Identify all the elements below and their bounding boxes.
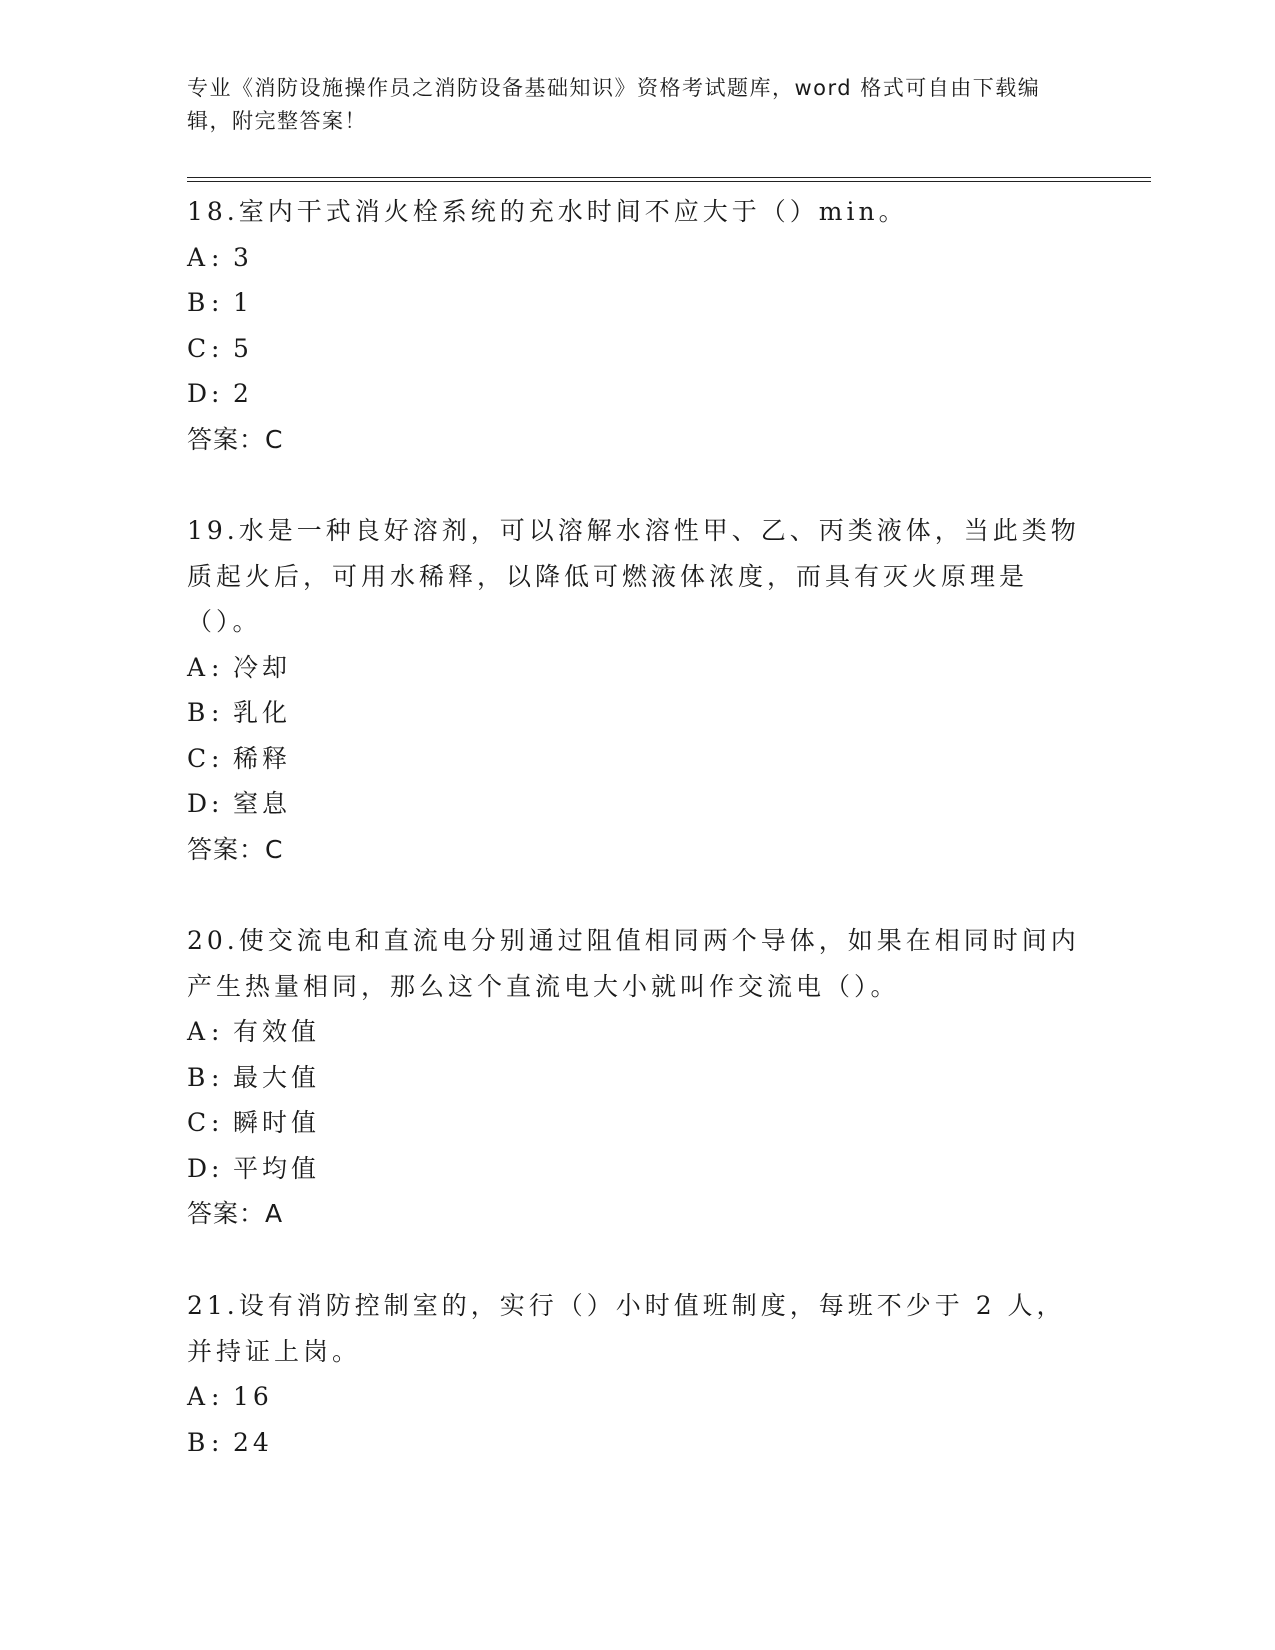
option-letter: B (187, 288, 206, 317)
question-19 (187, 508, 1087, 872)
header-divider-bottom (187, 181, 1151, 182)
option-c (187, 1100, 1087, 1146)
option-separator: : (211, 333, 220, 363)
option-separator: : (211, 1108, 220, 1137)
option-letter: A (187, 242, 206, 272)
option-value: 最大值 (233, 1062, 321, 1092)
option-separator: : (211, 698, 220, 727)
option-value: 稀释 (233, 743, 292, 773)
option-letter: C (187, 743, 207, 773)
option-separator: : (211, 242, 220, 272)
header-divider-top (187, 177, 1151, 178)
option-separator: : (211, 743, 220, 773)
option-letter: D (187, 379, 208, 408)
option-separator: : (211, 1382, 220, 1411)
option-letter: D (187, 1153, 208, 1183)
option-a (187, 645, 1087, 691)
question-21 (187, 1283, 1087, 1465)
answer-line: 答案：A (187, 1199, 284, 1228)
option-separator: : (211, 652, 220, 682)
answer-line: 答案：C (187, 424, 284, 454)
option-a (187, 235, 1087, 281)
option-separator: : (211, 288, 220, 317)
question-20 (187, 918, 1087, 1237)
option-letter: A (187, 1382, 206, 1411)
option-value: 乳化 (233, 698, 292, 727)
option-d (187, 1146, 1087, 1192)
option-c (187, 326, 1087, 372)
option-letter: D (187, 789, 208, 818)
option-value: 3 (233, 242, 253, 272)
option-b (187, 690, 1087, 736)
answer-line: 答案：C (187, 834, 284, 864)
option-value: 24 (233, 1427, 273, 1457)
question-stem: 20.使交流电和直流电分别通过阻值相同两个导体，如果在相同时间内产生热量相同，那么这个直流电大小就叫作交流电（）。 (187, 926, 1080, 1001)
option-value: 瞬时值 (233, 1108, 321, 1137)
option-b (187, 280, 1087, 326)
option-c (187, 736, 1087, 782)
option-b (187, 1055, 1087, 1101)
option-letter: B (187, 1062, 206, 1092)
option-separator: : (211, 1153, 220, 1183)
option-separator: : (211, 1062, 220, 1092)
option-separator: : (211, 789, 220, 818)
option-letter: B (187, 698, 206, 727)
option-letter: C (187, 333, 207, 363)
option-letter: A (187, 652, 206, 682)
option-value: 2 (233, 379, 253, 408)
option-d (187, 371, 1087, 417)
question-stem: 18.室内干式消火栓系统的充水时间不应大于（）min。 (187, 197, 908, 226)
option-value: 5 (233, 333, 253, 363)
option-letter: B (187, 1427, 206, 1457)
option-a (187, 1009, 1087, 1055)
option-b (187, 1420, 1087, 1466)
option-value: 1 (233, 288, 253, 317)
question-stem: 21.设有消防控制室的，实行（）小时值班制度，每班不少于 2 人，并持证上岗。 (187, 1291, 1066, 1366)
option-value: 窒息 (233, 789, 292, 818)
option-a (187, 1374, 1087, 1420)
question-18 (187, 189, 1087, 462)
option-letter: C (187, 1108, 207, 1137)
option-value: 16 (233, 1382, 273, 1411)
option-separator: : (211, 1427, 220, 1457)
option-d (187, 781, 1087, 827)
option-separator: : (211, 1017, 220, 1046)
option-value: 冷却 (233, 652, 292, 682)
option-letter: A (187, 1017, 206, 1046)
option-value: 有效值 (233, 1017, 321, 1046)
option-value: 平均值 (233, 1153, 321, 1183)
option-separator: : (211, 379, 220, 408)
document-header: 专业《消防设施操作员之消防设备基础知识》资格考试题库，word 格式可自由下载编辑，附完整答案！ (187, 76, 1041, 133)
question-stem: 19.水是一种良好溶剂，可以溶解水溶性甲、乙、丙类液体，当此类物质起火后，可用水稀释，以降低可燃液体浓度，而具有灭火原理是（）。 (187, 516, 1080, 636)
